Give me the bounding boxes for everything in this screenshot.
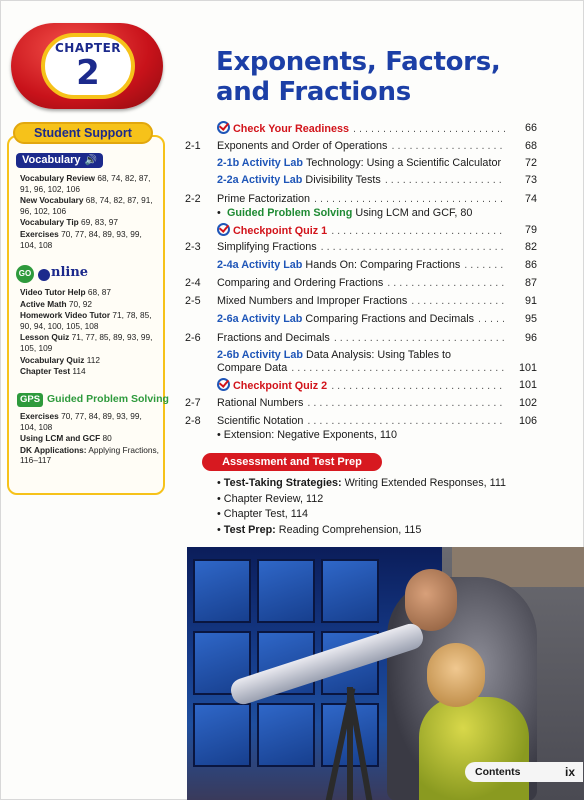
- toc-label: Mixed Numbers and Improper Fractions: [217, 295, 408, 307]
- vocabulary-tag-label: Vocabulary: [22, 154, 81, 166]
- girl-head: [427, 643, 485, 707]
- list-item: Active Math 70, 92: [20, 298, 92, 309]
- chapter-badge: [11, 23, 163, 109]
- activity-lab-tag: 2-6b Activity Lab: [217, 349, 303, 361]
- window-pane: [321, 559, 379, 623]
- toc-row-lesson-2-4[interactable]: [185, 274, 537, 292]
- toc-row-lab-2-1b[interactable]: [185, 154, 537, 172]
- toc-row-lesson-2-7[interactable]: [185, 394, 537, 412]
- online-o-icon: [38, 269, 50, 281]
- go-icon: GO: [16, 265, 34, 283]
- activity-lab-tag: 2-6a Activity Lab: [217, 313, 303, 325]
- online-word: nline: [51, 265, 89, 280]
- toc-label: Comparing Fractions and Decimals: [305, 313, 475, 325]
- toc-row-check-readiness[interactable]: [185, 119, 537, 137]
- list-item: Vocabulary Tip 69, 83, 97: [20, 217, 118, 228]
- toc-label: Data Analysis: Using Tables to: [306, 349, 452, 361]
- toc-page: 72: [524, 157, 537, 169]
- toc-page: 95: [524, 313, 537, 325]
- toc-row-lesson-2-5[interactable]: [185, 292, 537, 310]
- toc-label: Exponents and Order of Operations: [217, 140, 388, 152]
- chapter-number: 2: [76, 53, 100, 93]
- vocabulary-tag: [16, 153, 103, 168]
- toc-row-lab-2-6b-cont[interactable]: [185, 359, 537, 377]
- toc-row-lesson-2-3[interactable]: [185, 238, 537, 256]
- window-pane: [257, 559, 315, 623]
- list-item: Exercises 70, 77, 84, 89, 93, 99, 104, 108: [20, 411, 142, 432]
- list-item: Chapter Test 114: [20, 366, 86, 377]
- toc-label: Using LCM and GCF, 80: [355, 207, 473, 219]
- toc-label: Simplifying Fractions: [217, 241, 317, 253]
- dot-leader: [291, 359, 505, 377]
- toc-page: 82: [524, 241, 537, 253]
- list-item: Exercises 70, 77, 84, 89, 93, 99, 104, 108: [20, 228, 142, 250]
- footer-label: Contents: [475, 766, 521, 778]
- assessment-heading: Assessment and Test Prep: [202, 453, 382, 471]
- list-item: Vocabulary Quiz 112: [20, 354, 100, 365]
- toc-label: Check Your Readiness: [233, 123, 350, 135]
- dot-leader: [321, 238, 505, 256]
- vocabulary-list: [20, 173, 160, 251]
- toc-row-lab-2-2a[interactable]: [185, 171, 537, 189]
- man-head: [405, 569, 457, 631]
- activity-lab-tag: 2-4a Activity Lab: [217, 259, 303, 271]
- list-item[interactable]: • Chapter Review, 112: [217, 492, 324, 505]
- toc-page: 74: [524, 193, 537, 205]
- window-pane: [193, 703, 251, 767]
- toc-label: Compare Data: [217, 362, 288, 374]
- dot-leader: [307, 394, 505, 412]
- toc-page: 91: [524, 295, 537, 307]
- lesson-number: 2-7: [185, 397, 201, 409]
- toc-page: 106: [518, 415, 537, 427]
- toc-label: • Extension: Negative Exponents, 110: [217, 429, 398, 441]
- lesson-number: 2-3: [185, 241, 201, 253]
- dot-leader: [464, 256, 505, 274]
- lesson-number: 2-1: [185, 140, 201, 152]
- list-item: Using LCM and GCF 80: [20, 433, 112, 444]
- gps-tag: GPS: [17, 393, 43, 407]
- toc-label: Checkpoint Quiz 2: [233, 380, 328, 392]
- toc-row-lesson-2-1[interactable]: [185, 137, 537, 155]
- toc-label: Comparing and Ordering Fractions: [217, 277, 384, 289]
- toc-row-checkpoint-quiz-1[interactable]: [185, 221, 537, 239]
- list-item[interactable]: • Test-Taking Strategies: Writing Extended Responses, 111: [217, 477, 507, 489]
- list-item: New Vocabulary 68, 74, 82, 87, 91, 96, 102, 106: [20, 195, 153, 216]
- checkmark-icon: [217, 121, 230, 134]
- toc-row-extension[interactable]: [185, 426, 537, 444]
- window-pane: [257, 703, 315, 767]
- toc-row-checkpoint-quiz-2[interactable]: [185, 376, 537, 394]
- gps-list: [20, 411, 160, 467]
- lesson-number: 2-4: [185, 277, 201, 289]
- dot-leader: [478, 310, 505, 328]
- toc-page: 101: [518, 362, 537, 374]
- toc-page: 73: [524, 174, 537, 186]
- window-pane: [193, 559, 251, 623]
- activity-lab-tag: 2-1b Activity Lab: [217, 157, 303, 169]
- student-support-heading: Student Support: [13, 122, 153, 144]
- toc-label: Prime Factorization: [217, 193, 311, 205]
- bullet-icon: •: [217, 207, 221, 219]
- dot-leader: [387, 274, 505, 292]
- speaker-icon: 🔊: [84, 155, 97, 166]
- toc-page: 86: [524, 259, 537, 271]
- lesson-number: 2-6: [185, 332, 201, 344]
- list-item: Homework Video Tutor 71, 78, 85, 90, 94, 100, 105, 108: [20, 310, 152, 331]
- toc-label: Hands On: Comparing Fractions: [305, 259, 461, 271]
- dot-leader: [334, 329, 505, 347]
- toc-row-gps-2-2[interactable]: [185, 204, 537, 222]
- assessment-list: [217, 476, 506, 538]
- toc-row-lesson-2-6[interactable]: [185, 329, 537, 347]
- list-item: DK Applications: Applying Fractions, 116–117: [20, 444, 159, 466]
- lesson-number: 2-8: [185, 415, 201, 427]
- toc-label: Fractions and Decimals: [217, 332, 330, 344]
- list-item[interactable]: • Chapter Test, 114: [217, 508, 309, 520]
- tripod-leg: [347, 687, 353, 800]
- online-list: [20, 287, 160, 378]
- girl-figure: [419, 697, 529, 800]
- list-item[interactable]: • Test Prep: Reading Comprehension, 115: [217, 523, 422, 536]
- chapter-title: Exponents, Factors, and Fractions: [216, 47, 501, 107]
- toc-row-lab-2-4a[interactable]: [185, 256, 537, 274]
- page-number: ix: [564, 765, 575, 779]
- toc-page: 79: [524, 224, 537, 236]
- gps-heading: Guided Problem Solving: [47, 393, 169, 405]
- toc-page: 87: [524, 277, 537, 289]
- checkmark-icon: [217, 378, 230, 391]
- toc-row-lab-2-6a[interactable]: [185, 310, 537, 328]
- dot-leader: [353, 120, 505, 138]
- page-footer: [465, 762, 583, 782]
- checkmark-icon: [217, 223, 230, 236]
- toc-page: 68: [524, 140, 537, 152]
- toc-label: Divisibility Tests: [305, 174, 381, 186]
- list-item: Vocabulary Review 68, 74, 82, 87, 91, 96, 102, 106: [20, 173, 151, 194]
- dot-leader: [411, 292, 505, 310]
- dot-leader: [331, 377, 505, 395]
- chapter-word: CHAPTER: [54, 41, 122, 55]
- toc-page: 96: [524, 332, 537, 344]
- toc-page: 102: [518, 397, 537, 409]
- dot-leader: [385, 171, 505, 189]
- toc-label: Scientific Notation: [217, 415, 304, 427]
- chapter-badge-inner: [41, 33, 135, 99]
- lesson-number: 2-2: [185, 193, 201, 205]
- lesson-number: 2-5: [185, 295, 201, 307]
- dot-leader: [391, 137, 505, 155]
- toc-page: 101: [518, 379, 537, 391]
- list-item: Lesson Quiz 71, 77, 85, 89, 93, 99, 105, 109: [20, 332, 153, 353]
- list-item: Video Tutor Help 68, 87: [20, 287, 111, 297]
- activity-lab-tag: 2-2a Activity Lab: [217, 174, 303, 186]
- toc-label: Rational Numbers: [217, 397, 304, 409]
- gps-tag: Guided Problem Solving: [227, 207, 353, 219]
- toc-page: 66: [524, 122, 537, 134]
- toc-label: Technology: Using a Scientific Calculator: [306, 157, 502, 169]
- toc-label: Checkpoint Quiz 1: [233, 225, 328, 237]
